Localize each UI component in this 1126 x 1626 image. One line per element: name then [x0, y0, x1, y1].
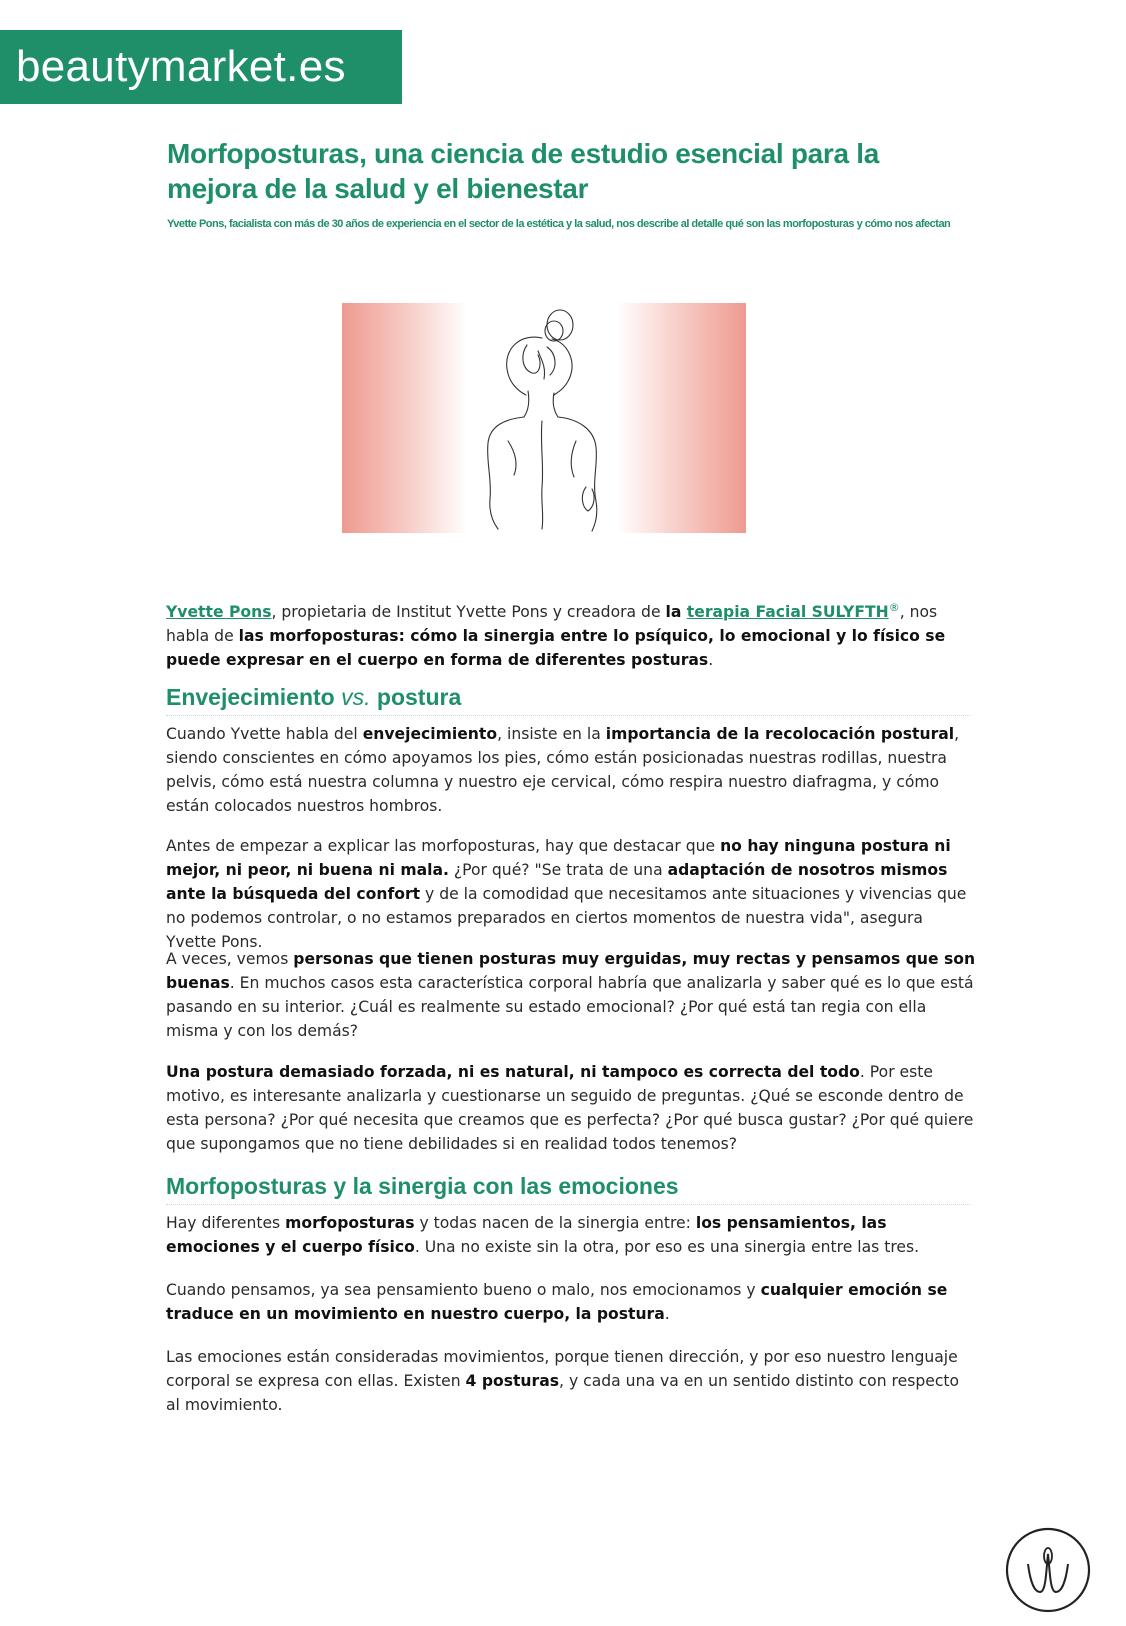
paragraph: Cuando pensamos, ya sea pensamiento bueno o malo, nos emocionamos y cualquier emoción se traduce en un movimiento en nuestro cuerpo, la postura. [166, 1281, 948, 1323]
article-title: Morfoposturas, una ciencia de estudio esencial para la mejora de la salud y el bienestar [167, 138, 880, 204]
paragraph: Una postura demasiado forzada, ni es natural, ni tampoco es correcta del todo. Por este motivo, es interesante analizarla y cuestionarse un seguido de preguntas. ¿Qué se esconde dentro de esta persona? ¿Por qué necesita que creamos que es perfecta? ¿Por qué busca gustar? ¿Por qué quiere que supongamos que no tiene debilidades si en realidad todos tenemos? [166, 1063, 974, 1153]
therapy-link[interactable]: terapia Facial SULYFTH [686, 603, 889, 622]
intro-paragraph: Yvette Pons, propietaria de Institut Yvette Pons y creadora de la terapia Facial SULYFTH®, nos habla de las morfoposturas: cómo la sinergia entre lo psíquico, lo emocional y lo físico se puede expresar en el cuerpo en forma de diferentes posturas. [166, 601, 946, 670]
paragraph: Hay diferentes morfoposturas y todas nacen de la sinergia entre: los pensamientos, las emociones y el cuerpo físico. Una no existe sin la otra, por eso es una sinergia entre las tres. [166, 1214, 920, 1256]
article-subtitle: Yvette Pons, facialista con más de 30 años de experiencia en el sector de la estética y la salud, nos describe al detalle qué son las morfoposturas y cómo nos afectan [167, 218, 951, 230]
woman-back-line-drawing [342, 303, 746, 533]
author-link[interactable]: Yvette Pons [166, 603, 272, 622]
yw-circle-logo-icon [1004, 1526, 1092, 1614]
hero-image [342, 303, 746, 533]
registered-mark: ® [888, 601, 900, 614]
paragraph: Antes de empezar a explicar las morfoposturas, hay que destacar que no hay ninguna postura ni mejor, ni peor, ni buena ni mala. ¿Por qué? "Se trata de una adaptación de nosotros mismos ante la búsqueda del confort y de la comodidad que necesitamos ante situaciones y vivencias que no podemos controlar, o no estamos preparados en ciertos momentos de nuestra vida", asegura Yvette Pons. [166, 837, 967, 951]
paragraph: A veces, vemos personas que tienen posturas muy erguidas, muy rectas y pensamos que son buenas. En muchos casos esta característica corporal habría que analizarla y saber qué es lo que está pasando en su interior. ¿Cuál es realmente su estado emocional? ¿Por qué está tan regia con ella misma y con los demás? [166, 950, 976, 1040]
section-heading-sinergia: Morfoposturas y la sinergia con las emociones [166, 1170, 970, 1205]
section-heading-envejecimiento: Envejecimiento vs. postura [166, 681, 970, 716]
paragraph: Cuando Yvette habla del envejecimiento, insiste en la importancia de la recolocación postural, siendo conscientes en cómo apoyamos los pies, cómo están posicionadas nuestras rodillas, nuestra pelvis, cómo está nuestra columna y nuestro eje cervical, cómo respira nuestro diafragma, y cómo están colocados nuestros hombros. [166, 725, 960, 815]
site-brand-logo[interactable]: beautymarket.es [0, 30, 402, 104]
paragraph: Las emociones están consideradas movimientos, porque tienen dirección, y por eso nuestro lenguaje corporal se expresa con ellas. Existen 4 posturas, y cada una va en un sentido distinto con respecto al movimiento. [166, 1348, 960, 1414]
